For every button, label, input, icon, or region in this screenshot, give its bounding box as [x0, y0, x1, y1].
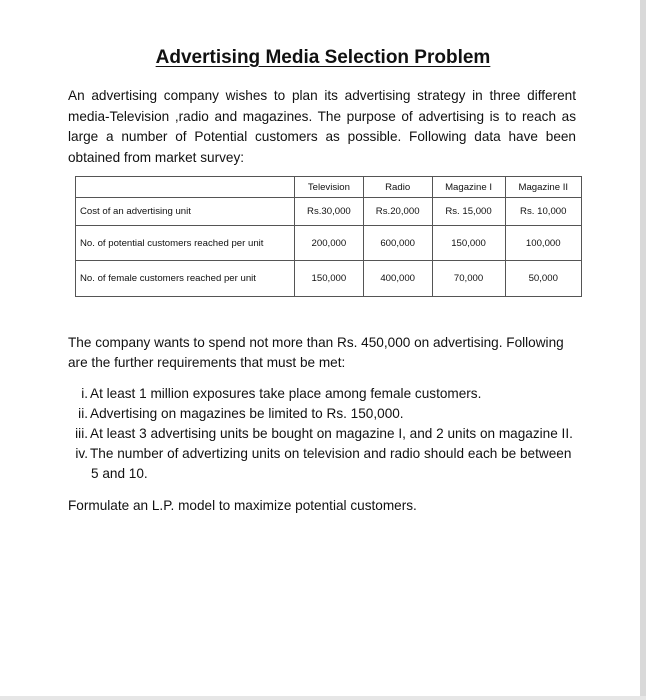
- list-item: [0, 444, 620, 484]
- page-edge-bottom: [0, 696, 646, 700]
- list-item: [0, 384, 620, 404]
- table-cell: 600,000: [363, 226, 432, 261]
- list-marker: i.: [81, 386, 88, 401]
- table-cell: 100,000: [505, 226, 581, 261]
- table-cell: 400,000: [363, 261, 432, 297]
- intro-paragraph: An advertising company wishes to plan its advertising strategy in three different media-Television ,radio and magazines. The purpose of advertising is to reach as large a number of Potential customers as possible. Following data have been obtained from market survey:: [68, 88, 576, 165]
- table-header-cell: Radio: [363, 177, 432, 198]
- table-cell: 70,000: [432, 261, 505, 297]
- row-label: Cost of an advertising unit: [76, 198, 295, 226]
- requirement-text: The number of advertizing units on television and radio should each be between: [90, 446, 572, 461]
- market-survey-table: [75, 176, 582, 297]
- requirement-text-continued: 5 and 10.: [91, 466, 148, 481]
- row-label: No. of female customers reached per unit: [76, 261, 295, 297]
- table-cell: 150,000: [295, 261, 364, 297]
- requirement-text: At least 1 million exposures take place among female customers.: [90, 386, 482, 401]
- table-row: [76, 261, 582, 297]
- list-marker: iv.: [75, 446, 88, 461]
- list-item: [0, 424, 620, 444]
- page-title: Advertising Media Selection Problem: [155, 47, 491, 68]
- table-cell: 150,000: [432, 226, 505, 261]
- table-cell: Rs.20,000: [363, 198, 432, 226]
- list-marker: ii.: [78, 406, 88, 421]
- table-cell: 200,000: [295, 226, 364, 261]
- list-item: [0, 404, 620, 424]
- list-marker: iii.: [75, 426, 88, 441]
- table-header-cell: [76, 177, 295, 198]
- table-header-cell: Magazine II: [505, 177, 581, 198]
- table-header-row: [76, 177, 582, 198]
- task-statement: Formulate an L.P. model to maximize potential customers.: [68, 498, 417, 513]
- table-cell: Rs.30,000: [295, 198, 364, 226]
- budget-paragraph: The company wants to spend not more than Rs. 450,000 on advertising. Following are the further requirements that must be met:: [68, 335, 564, 370]
- requirement-text: Advertising on magazines be limited to Rs. 150,000.: [90, 406, 404, 421]
- requirements-list: [0, 384, 620, 484]
- row-label: No. of potential customers reached per unit: [76, 226, 295, 261]
- table-row: [76, 198, 582, 226]
- page-edge-right: [640, 0, 646, 700]
- table-cell: Rs. 10,000: [505, 198, 581, 226]
- table-row: [76, 226, 582, 261]
- requirement-text: At least 3 advertising units be bought on magazine I, and 2 units on magazine II.: [90, 426, 573, 441]
- table-header-cell: Television: [295, 177, 364, 198]
- table-header-cell: Magazine I: [432, 177, 505, 198]
- table-cell: 50,000: [505, 261, 581, 297]
- table-cell: Rs. 15,000: [432, 198, 505, 226]
